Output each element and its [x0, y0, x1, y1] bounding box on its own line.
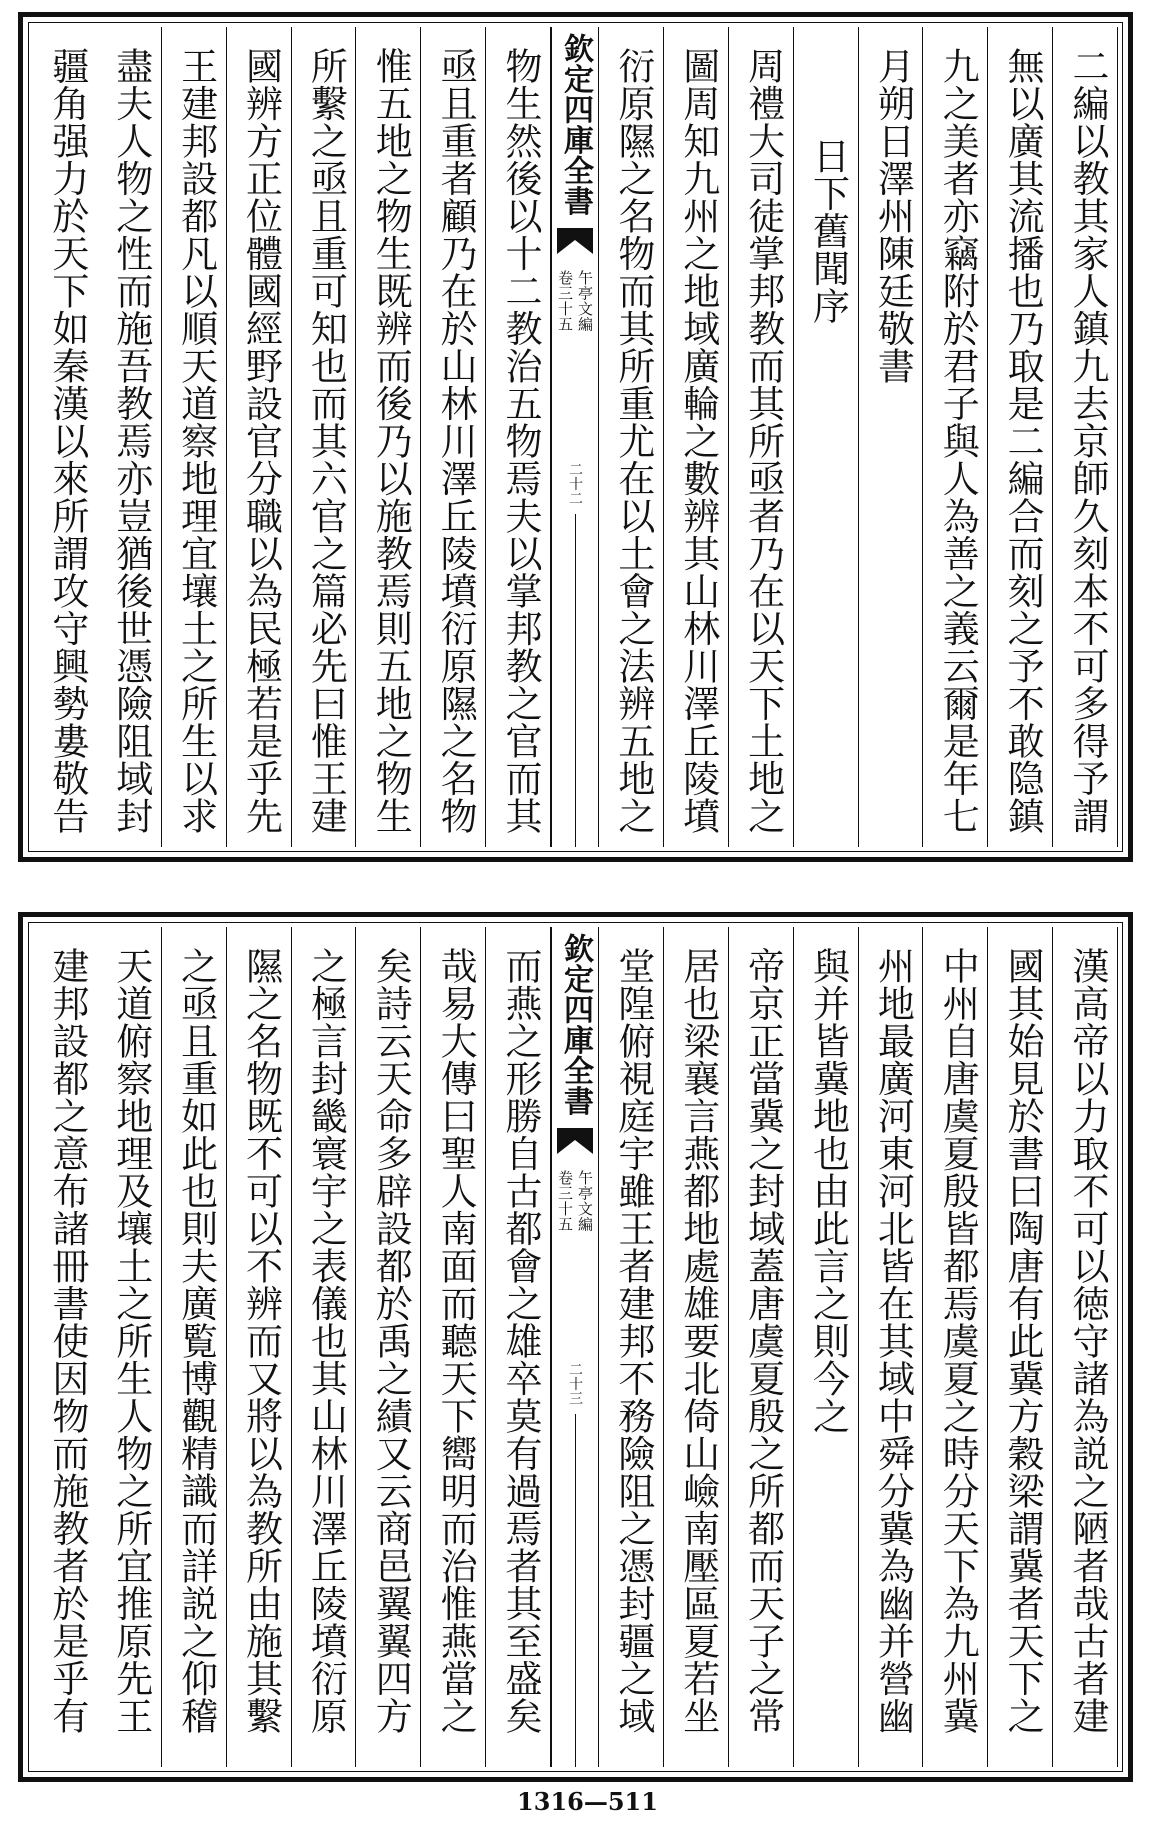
text-column: 惟五地之物生既辨而後乃以施教焉則五地之物生 — [356, 27, 421, 847]
spine-volume-number: 卷三十五 — [556, 270, 574, 332]
text-column: 國辨方正位體國經野設官分職以為民極若是乎先 — [227, 27, 292, 847]
text-column: 國其始見於書曰陶唐有此冀方穀梁謂冀者天下之 — [988, 927, 1053, 1767]
text-column: 居也梁襄言燕都地處雄要北倚山嶮南壓區夏若坐 — [664, 927, 729, 1767]
text-column: 矣詩云天命多辟設都於禹之績又云商邑翼翼四方 — [356, 927, 421, 1767]
text-column: 二編以教其家人鎮九去京師久刻本不可多得予謂 — [1053, 27, 1118, 847]
bottom-columns — [33, 927, 1118, 1767]
text-column: 圖周知九州之地域廣輪之數辨其山林川澤丘陵墳 — [664, 27, 729, 847]
top-page-panel — [18, 12, 1133, 862]
text-column: 州地最廣河東河北皆在其域中舜分冀為幽并營幽 — [859, 927, 924, 1767]
text-column: 帝京正當冀之封域蓋唐虞夏殷之所都而天子之常 — [729, 927, 794, 1767]
top-columns — [33, 27, 1118, 847]
spine-title: 欽定四庫全書 — [558, 33, 593, 216]
text-column: 衍原隰之名物而其所重尤在以土會之法辨五地之 — [599, 27, 664, 847]
text-column: 堂隍俯視庭宇雖王者建邦不務險阻之憑封疆之域 — [599, 927, 664, 1767]
spine-divider — [575, 514, 576, 848]
text-column: 哉易大傳曰聖人南面而聽天下嚮明而治惟燕當之 — [421, 927, 486, 1767]
text-column: 盡夫人物之性而施吾教焉亦豈猶後世憑險阻域封 — [97, 27, 162, 847]
text-column: 與并皆冀地也由此言之則今之 — [794, 927, 859, 1767]
text-column: 月朔日澤州陳廷敬書 — [859, 27, 924, 847]
text-column: 疆角强力於天下如秦漢以來所謂攻守興勢婁敬告 — [45, 47, 89, 835]
text-column: 中州自唐虞夏殷皆都焉虞夏之時分天下為九州冀 — [923, 927, 988, 1767]
fish-tail-mark-icon — [555, 1124, 595, 1164]
bottom-page-panel — [18, 912, 1133, 1782]
page-footer-number: 1316—511 — [517, 1787, 658, 1816]
page-spine — [551, 927, 599, 1767]
spine-volume — [556, 270, 594, 332]
text-column: 之亟且重如此也則夫廣覧博觀精識而詳説之仰稽 — [162, 927, 227, 1767]
text-column: 周禮大司徒掌邦教而其所亟者乃在以天下土地之 — [729, 27, 794, 847]
page-spine — [551, 27, 599, 847]
spine-divider — [575, 1414, 576, 1768]
spine-page-number: 二十三 — [567, 1362, 583, 1406]
spine-title: 欽定四庫全書 — [558, 933, 593, 1116]
text-column: 亟且重者顧乃在於山林川澤丘陵墳衍原隰之名物 — [421, 27, 486, 847]
fish-tail-mark-icon — [555, 224, 595, 264]
text-column: 漢高帝以力取不可以徳守諸為説之陋者哉古者建 — [1053, 927, 1118, 1767]
preface-title: 日下舊聞序 — [794, 27, 859, 847]
text-column: 九之美者亦竊附於君子與人為善之義云爾是年七 — [923, 27, 988, 847]
text-column: 建邦設都之意布諸冊書使因物而施教者於是乎有 — [45, 947, 89, 1735]
spine-volume-number: 卷三十五 — [556, 1170, 574, 1232]
spine-volume-title: 午亭文編 — [576, 1170, 594, 1232]
spine-volume-title: 午亭文編 — [576, 270, 594, 332]
spine-volume — [556, 1170, 594, 1232]
text-column: 隰之名物既不可以不辨而又將以為教所由施其繫 — [227, 927, 292, 1767]
text-column: 王建邦設都凡以順天道察地理宜壤土之所生以求 — [162, 27, 227, 847]
text-column: 所繫之亟且重可知也而其六官之篇必先曰惟王建 — [292, 27, 357, 847]
text-column: 無以廣其流播也乃取是二編合而刻之予不敢隐鎮 — [988, 27, 1053, 847]
text-column: 之極言封畿寰宇之表儀也其山林川澤丘陵墳衍原 — [292, 927, 357, 1767]
text-column: 而燕之形勝自古都會之雄卒莫有過焉者其至盛矣 — [486, 927, 551, 1767]
text-column: 天道俯察地理及壤土之所生人物之所宜推原先王 — [97, 927, 162, 1767]
spine-page-number: 二十二 — [567, 462, 583, 506]
text-column: 物生然後以十二教治五物焉夫以掌邦教之官而其 — [486, 27, 551, 847]
